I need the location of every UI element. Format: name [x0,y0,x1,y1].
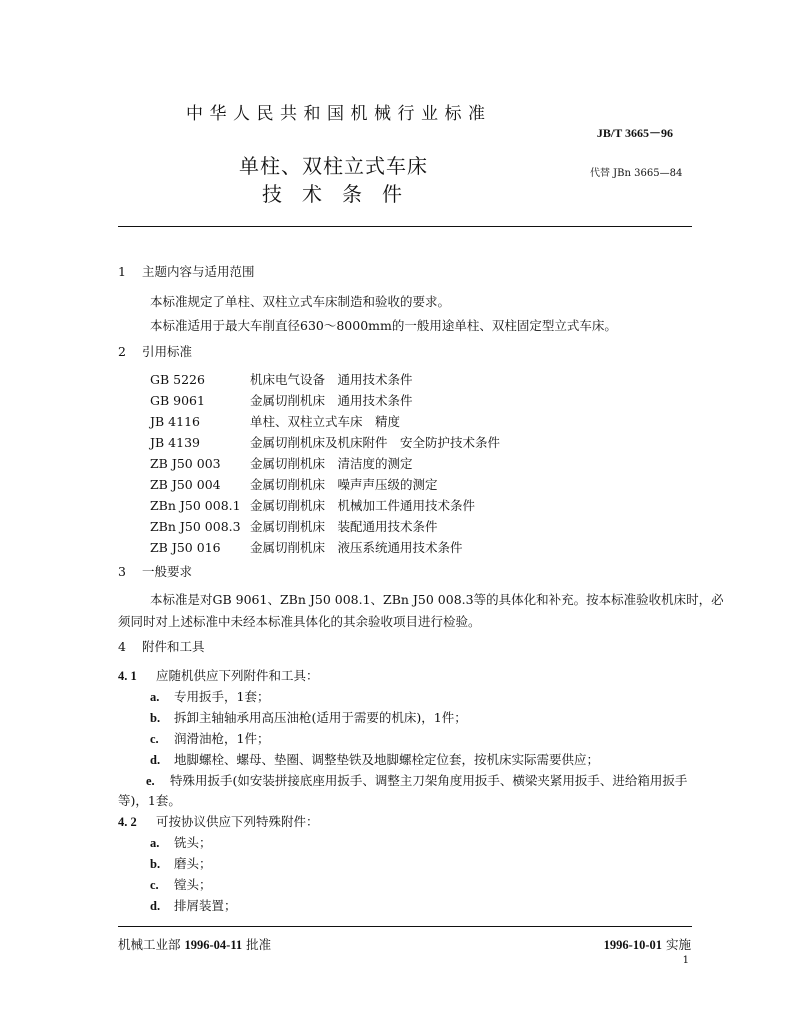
item-text: 特殊用扳手(如安装拼接底座用扳手、调整主刀架角度用扳手、横梁夹紧用扳手、进给箱用扳手 [170,773,688,788]
item-label: d. [150,899,161,913]
subsection-number: 4. 1 [118,669,137,683]
reference-row [150,412,400,430]
list-item [150,854,212,872]
item-label: b. [150,711,161,725]
reference-row [150,496,475,514]
paragraph: 本标准是对GB 9061、ZBn J50 008.1、ZBn J50 008.3等的具体化和补充。按本标准验收机床时，必 [150,592,724,607]
reference-name: 机床电气设备 通用技术条件 [250,372,413,387]
section-title: 主题内容与适用范围 [142,264,255,279]
list-item [146,771,687,789]
item-label: a. [150,836,160,850]
approver: 机械工业部 [118,937,181,952]
list-item-continuation: 等)，1套。 [118,793,181,808]
reference-code: ZBn J50 008.3 [150,519,241,534]
item-text: 磨头； [174,856,212,871]
page-number: 1 [682,955,689,966]
reference-row [150,433,500,451]
paragraph: 本标准规定了单柱、双柱立式车床制造和验收的要求。 [150,294,451,309]
subsection-4-2-heading [118,812,319,830]
section-2-heading [118,342,192,360]
replaces-note: 代替 JBn 3665—84 [590,168,683,179]
item-text: 润滑油枪，1件； [174,731,270,746]
reference-code: ZB J50 016 [150,540,221,555]
item-text: 镗头； [174,877,212,892]
section-title: 附件和工具 [142,639,205,654]
list-item [150,729,269,747]
item-label: b. [150,857,161,871]
reference-name: 单柱、双柱立式车床 精度 [250,414,401,429]
list-item [150,833,212,851]
document-title-line2: 技术条件 [262,182,422,206]
reference-name: 金属切削机床 通用技术条件 [250,393,413,408]
reference-row [150,391,413,409]
reference-code: ZB J50 003 [150,456,221,471]
item-text: 拆卸主轴轴承用高压油枪(适用于需要的机床)，1件； [174,710,467,725]
section-title: 引用标准 [142,344,193,359]
item-label: a. [150,690,160,704]
list-item [150,896,237,914]
reference-name: 金属切削机床及机床附件 安全防护技术条件 [250,435,501,450]
approval-line [118,935,271,953]
reference-row [150,538,463,556]
subsection-title: 可按协议供应下列特殊附件： [156,814,319,829]
reference-code: ZBn J50 008.1 [150,498,241,513]
section-number: 3 [118,564,126,579]
reference-row [150,517,438,535]
item-label: c. [150,732,159,746]
list-item [150,708,467,726]
reference-code: ZB J50 004 [150,477,221,492]
item-text: 地脚螺栓、螺母、垫圈、调整垫铁及地脚螺栓定位套，按机床实际需要供应； [174,752,600,767]
implementation-word: 实施 [665,937,691,952]
subsection-number: 4. 2 [118,815,137,829]
list-item [150,875,212,893]
reference-name: 金属切削机床 装配通用技术条件 [250,519,438,534]
reference-code: GB 9061 [150,393,205,408]
reference-code: JB 4139 [150,435,200,450]
section-1-heading [118,262,255,280]
reference-name: 金属切削机床 机械加工件通用技术条件 [250,498,476,513]
item-label: e. [146,774,155,788]
reference-name: 金属切削机床 噪声声压级的测定 [250,477,438,492]
implementation-date: 1996-10-01 [603,938,662,952]
section-title: 一般要求 [142,564,193,579]
subsection-4-1-heading [118,666,319,684]
approval-date: 1996-04-11 [184,938,243,952]
item-text: 专用扳手，1套； [174,689,270,704]
reference-name: 金属切削机床 液压系统通用技术条件 [250,540,463,555]
section-4-heading [118,637,205,655]
section-3-heading [118,562,192,580]
reference-row [150,475,438,493]
reference-name: 金属切削机床 清洁度的测定 [250,456,413,471]
reference-row [150,370,413,388]
approval-word: 批准 [246,937,272,952]
paragraph-continuation: 须同时对上述标准中未经本标准具体化的其余验收项目进行检验。 [118,614,481,629]
reference-code: GB 5226 [150,372,205,387]
issuing-organization: 中华人民共和国机械行业标准 [186,104,492,124]
paragraph: 本标准适用于最大车削直径630～8000mm的一般用途单柱、双柱固定型立式车床。 [150,318,617,333]
standard-number: JB/T 3665－96 [596,126,673,140]
list-item [150,750,599,768]
section-number: 2 [118,344,126,359]
document-title-line1: 单柱、双柱立式车床 [239,154,428,178]
subsection-title: 应随机供应下列附件和工具： [156,668,319,683]
reference-row [150,454,413,472]
section-number: 4 [118,639,126,654]
implementation-line [604,935,691,953]
item-label: d. [150,753,161,767]
item-text: 排屑装置； [174,898,237,913]
item-text: 铣头； [174,835,212,850]
list-item [150,687,269,705]
section-number: 1 [118,264,126,279]
header-rule [118,226,692,227]
footer-rule [118,926,692,927]
reference-code: JB 4116 [150,414,200,429]
item-label: c. [150,878,159,892]
